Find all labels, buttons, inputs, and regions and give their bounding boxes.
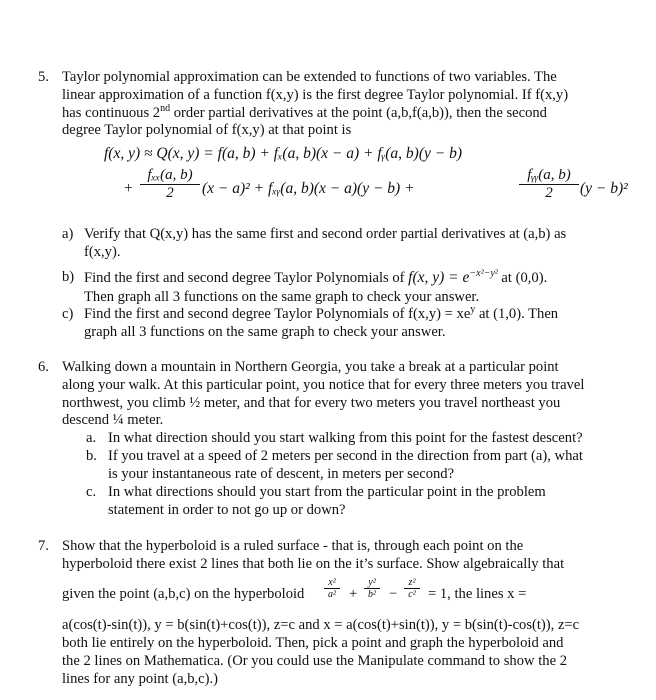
hyperboloid-fraction-x-den: a² <box>328 589 336 600</box>
problem-5-line-3a: has continuous 2 <box>62 105 161 121</box>
problem-5b-exponent: −x²−y² <box>469 268 498 280</box>
problem-5b-function: f(x, y) = e <box>408 269 470 286</box>
problem-6-line-1: Walking down a mountain in Northern Georgia, you take a break at a particular point <box>62 359 559 375</box>
problem-5-line-3-sup: nd <box>160 103 171 115</box>
hyperboloid-fraction-y-den: b² <box>368 589 376 600</box>
problem-7-line-7: lines for any point (a,b,c).) <box>62 671 219 687</box>
eq2-plus: + <box>124 180 133 197</box>
hyperboloid-fraction-y <box>364 577 380 600</box>
problem-5b-line-1 <box>84 269 547 287</box>
hyperboloid-fraction-z-num: z² <box>404 577 420 589</box>
problem-5-line-3 <box>62 105 547 122</box>
problem-6-line-2: along your walk. At this particular point, you notice that for every three meters you travel <box>62 377 585 393</box>
eq2-fraction-fxx-num: fₓₓ(a, b) <box>140 167 200 185</box>
problem-5b-text: Find the first and second degree Taylor Polynomials of <box>84 270 409 286</box>
problem-6c-line-2: statement in order to not go up or down? <box>108 502 346 518</box>
eq2-end: (y − b)² <box>580 180 628 197</box>
eq2-fraction-fyy-den: 2 <box>545 185 553 201</box>
problem-6c-line-1: In what directions should you start from the particular point in the problem <box>108 484 546 500</box>
eq2-fraction-fyy-num: fᵧᵧ(a, b) <box>519 167 579 185</box>
problem-6-line-3: northwest, you climb ½ meter, and that for every two meters you travel northeast you <box>62 395 561 411</box>
eq2-middle: (x − a)² + fₓᵧ(a, b)(x − a)(y − b) + <box>202 180 415 197</box>
problem-5c-point: at (1,0). Then <box>475 306 559 322</box>
hyperboloid-fraction-y-num: y² <box>364 577 380 589</box>
problem-7-line-3-end: = 1, the lines x = <box>428 586 527 602</box>
hyperboloid-fraction-z-den: c² <box>408 589 416 600</box>
problem-5c-label: c) <box>62 306 74 322</box>
problem-6c-label: c. <box>86 484 97 500</box>
problem-5a-line-1: Verify that Q(x,y) has the same first and second order partial derivatives at (a,b) as <box>84 226 567 242</box>
hyperboloid-fraction-z <box>404 577 420 600</box>
problem-6-line-4: descend ¼ meter. <box>62 412 164 428</box>
problem-5c-line-2: graph all 3 functions on the same graph to check your answer. <box>84 324 446 340</box>
problem-5c-exponent: y <box>470 304 476 316</box>
problem-5b-line-2: Then graph all 3 functions on the same graph to check your answer. <box>84 289 480 305</box>
problem-6b-label: b. <box>86 448 97 464</box>
problem-5-line-2: linear approximation of a function f(x,y) is the first degree Taylor polynomial. If f(x,y) <box>62 87 569 103</box>
problem-5-number: 5. <box>38 69 49 85</box>
problem-7-line-5: both lie entirely on the hyperboloid. Then, pick a point and graph the hyperboloid and <box>62 635 564 651</box>
hyperboloid-fraction-x-num: x² <box>324 577 340 589</box>
hyperboloid-minus: − <box>389 586 398 602</box>
problem-5c-line-1 <box>84 306 558 323</box>
problem-5b-label: b) <box>62 269 75 285</box>
problem-6a-line-1: In what direction should you start walking from this point for the fastest descent? <box>108 430 583 446</box>
problem-5c-text: Find the first and second degree Taylor Polynomials of f(x,y) = xe <box>84 306 471 322</box>
problem-6b-line-1: If you travel at a speed of 2 meters per second in the direction from part (a), what <box>108 448 583 464</box>
problem-7-line-3-text: given the point (a,b,c) on the hyperboloid <box>62 586 305 602</box>
hyperboloid-fraction-x <box>324 577 340 600</box>
problem-5b-point: at (0,0). <box>497 270 548 286</box>
problem-7-line-1: Show that the hyperboloid is a ruled surface - that is, through each point on the <box>62 538 524 554</box>
problem-6b-line-2: is your instantaneous rate of descent, in meters per second? <box>108 466 455 482</box>
problem-5-line-3b: order partial derivatives at the point (a,b,f(a,b)), then the second <box>170 105 547 121</box>
eq2-fraction-fxx-den: 2 <box>166 185 174 201</box>
hyperboloid-plus: + <box>349 586 358 602</box>
problem-5a-line-2: f(x,y). <box>84 244 121 260</box>
problem-7-line-4: a(cos(t)-sin(t)), y = b(sin(t)+cos(t)), z=c and x = a(cos(t)+sin(t)), y = b(sin(t)-cos(t)), z=c <box>62 617 580 633</box>
problem-6-number: 6. <box>38 359 49 375</box>
problem-5a-label: a) <box>62 226 74 242</box>
problem-6a-label: a. <box>86 430 97 446</box>
problem-7-number: 7. <box>38 538 49 554</box>
problem-5-line-1: Taylor polynomial approximation can be extended to functions of two variables. The <box>62 69 557 85</box>
problem-5-line-4: degree Taylor polynomial of f(x,y) at that point is <box>62 122 352 138</box>
problem-7-line-2: hyperboloid there exist 2 lines that both lie on the it’s surface. Show algebraically that <box>62 556 565 572</box>
taylor-equation-line-1: f(x, y) ≈ Q(x, y) = f(a, b) + fₓ(a, b)(x − a) + fᵧ(a, b)(y − b) <box>104 145 462 162</box>
eq2-fraction-fyy <box>519 167 579 202</box>
eq2-fraction-fxx <box>140 167 200 202</box>
problem-7-line-6: the 2 lines on Mathematica. (Or you could use the Manipulate command to show the 2 <box>62 653 567 669</box>
